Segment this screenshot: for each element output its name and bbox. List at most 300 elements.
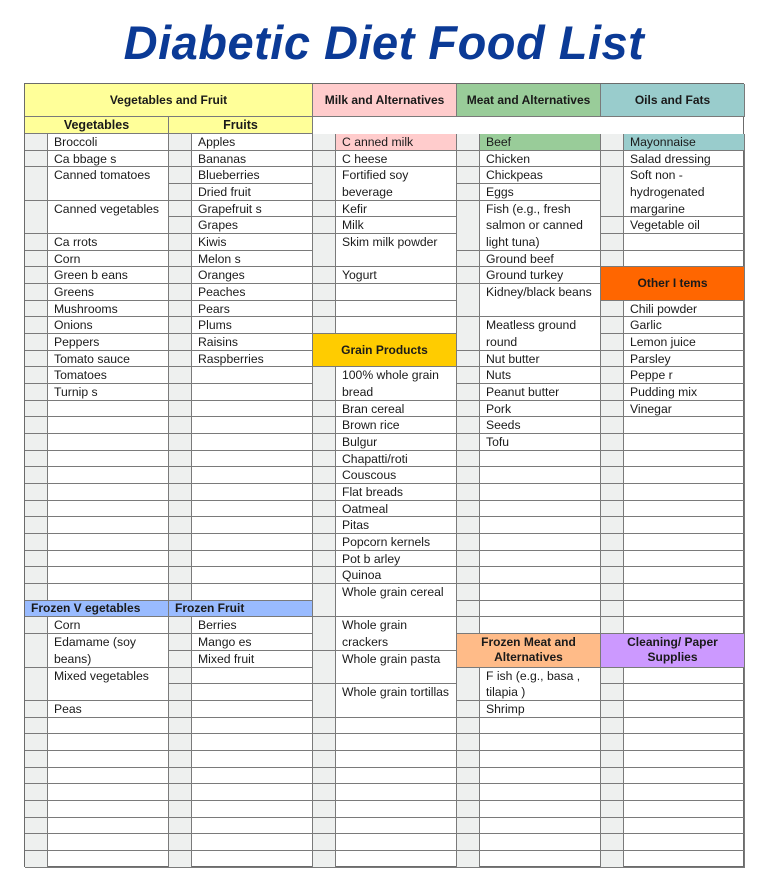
- checkbox[interactable]: [25, 401, 48, 418]
- empty-list-item[interactable]: [624, 801, 745, 818]
- empty-list-item[interactable]: [480, 501, 601, 518]
- checkbox[interactable]: [169, 634, 192, 651]
- empty-list-item[interactable]: [624, 517, 745, 534]
- checkbox[interactable]: [169, 517, 192, 534]
- checkbox[interactable]: [601, 501, 624, 518]
- empty-list-item[interactable]: [480, 484, 601, 501]
- checkbox[interactable]: [25, 167, 48, 200]
- checkbox[interactable]: [169, 534, 192, 551]
- checkbox[interactable]: [313, 651, 336, 684]
- checkbox[interactable]: [601, 701, 624, 718]
- empty-list-item[interactable]: [480, 751, 601, 768]
- empty-list-item[interactable]: [624, 768, 745, 785]
- empty-list-item[interactable]: [624, 434, 745, 451]
- checkbox[interactable]: [313, 467, 336, 484]
- empty-list-item[interactable]: [624, 834, 745, 851]
- checkbox[interactable]: [601, 768, 624, 785]
- checkbox[interactable]: [457, 617, 480, 634]
- checkbox[interactable]: [25, 517, 48, 534]
- checkbox[interactable]: [457, 784, 480, 801]
- checkbox[interactable]: [169, 301, 192, 318]
- checkbox[interactable]: [313, 517, 336, 534]
- list-item: Seeds: [480, 417, 601, 434]
- checkbox[interactable]: [601, 334, 624, 351]
- empty-list-item[interactable]: [480, 517, 601, 534]
- empty-list-item[interactable]: [336, 751, 457, 768]
- checkbox[interactable]: [457, 401, 480, 418]
- empty-list-item[interactable]: [48, 801, 169, 818]
- empty-list-item[interactable]: [480, 784, 601, 801]
- checkbox[interactable]: [601, 367, 624, 384]
- checkbox[interactable]: [457, 351, 480, 368]
- checkbox[interactable]: [313, 417, 336, 434]
- checkbox[interactable]: [25, 334, 48, 351]
- checkbox[interactable]: [457, 384, 480, 401]
- checkbox[interactable]: [601, 217, 624, 234]
- checkbox[interactable]: [457, 534, 480, 551]
- checkbox[interactable]: [169, 334, 192, 351]
- checkbox[interactable]: [169, 184, 192, 201]
- empty-list-item[interactable]: [480, 801, 601, 818]
- empty-list-item[interactable]: [48, 751, 169, 768]
- empty-list-item[interactable]: [48, 818, 169, 835]
- empty-list-item[interactable]: [192, 367, 313, 384]
- checkbox[interactable]: [313, 151, 336, 168]
- empty-list-item[interactable]: [480, 467, 601, 484]
- checkbox[interactable]: [169, 684, 192, 701]
- checkbox[interactable]: [313, 834, 336, 851]
- checkbox[interactable]: [25, 701, 48, 718]
- empty-list-item[interactable]: [192, 784, 313, 801]
- checkbox[interactable]: [169, 584, 192, 601]
- checkbox[interactable]: [313, 317, 336, 334]
- checkbox[interactable]: [169, 434, 192, 451]
- checkbox[interactable]: [169, 134, 192, 151]
- checkbox[interactable]: [25, 768, 48, 785]
- empty-list-item[interactable]: [192, 501, 313, 518]
- checkbox[interactable]: [457, 467, 480, 484]
- checkbox[interactable]: [601, 384, 624, 401]
- checkbox[interactable]: [25, 351, 48, 368]
- checkbox[interactable]: [601, 417, 624, 434]
- empty-list-item[interactable]: [336, 784, 457, 801]
- empty-list-item[interactable]: [480, 818, 601, 835]
- checkbox[interactable]: [169, 451, 192, 468]
- empty-list-item[interactable]: [48, 551, 169, 568]
- checkbox[interactable]: [601, 734, 624, 751]
- empty-list-item[interactable]: [48, 567, 169, 584]
- empty-list-item[interactable]: [624, 784, 745, 801]
- checkbox[interactable]: [457, 701, 480, 718]
- empty-list-item[interactable]: [192, 451, 313, 468]
- checkbox[interactable]: [601, 351, 624, 368]
- checkbox[interactable]: [601, 534, 624, 551]
- checkbox[interactable]: [25, 384, 48, 401]
- checkbox[interactable]: [601, 234, 624, 251]
- empty-list-item[interactable]: [192, 434, 313, 451]
- checkbox[interactable]: [457, 718, 480, 735]
- checkbox[interactable]: [601, 251, 624, 268]
- checkbox[interactable]: [169, 551, 192, 568]
- checkbox[interactable]: [601, 584, 624, 601]
- checkbox[interactable]: [169, 851, 192, 868]
- checkbox[interactable]: [457, 801, 480, 818]
- checkbox[interactable]: [601, 151, 624, 168]
- empty-list-item[interactable]: [624, 251, 745, 268]
- checkbox[interactable]: [169, 367, 192, 384]
- checkbox[interactable]: [25, 267, 48, 284]
- empty-list-item[interactable]: [192, 834, 313, 851]
- empty-list-item[interactable]: [480, 601, 601, 618]
- checkbox[interactable]: [25, 834, 48, 851]
- empty-list-item[interactable]: [624, 668, 745, 685]
- checkbox[interactable]: [313, 801, 336, 818]
- empty-list-item[interactable]: [480, 617, 601, 634]
- checkbox[interactable]: [457, 751, 480, 768]
- checkbox[interactable]: [601, 317, 624, 334]
- empty-list-item[interactable]: [192, 768, 313, 785]
- checkbox[interactable]: [313, 301, 336, 318]
- checkbox[interactable]: [25, 201, 48, 234]
- checkbox[interactable]: [601, 668, 624, 685]
- empty-list-item[interactable]: [48, 784, 169, 801]
- checkbox[interactable]: [457, 167, 480, 184]
- checkbox[interactable]: [313, 851, 336, 868]
- checkbox[interactable]: [169, 751, 192, 768]
- checkbox[interactable]: [313, 734, 336, 751]
- checkbox[interactable]: [457, 501, 480, 518]
- checkbox[interactable]: [169, 417, 192, 434]
- checkbox[interactable]: [457, 317, 480, 350]
- empty-list-item[interactable]: [48, 834, 169, 851]
- empty-list-item[interactable]: [192, 668, 313, 685]
- checkbox[interactable]: [457, 451, 480, 468]
- empty-list-item[interactable]: [48, 451, 169, 468]
- checkbox[interactable]: [25, 467, 48, 484]
- empty-list-item[interactable]: [480, 584, 601, 601]
- empty-list-item[interactable]: [624, 751, 745, 768]
- checkbox[interactable]: [457, 601, 480, 618]
- checkbox[interactable]: [25, 584, 48, 601]
- empty-list-item[interactable]: [48, 434, 169, 451]
- checkbox[interactable]: [313, 768, 336, 785]
- empty-list-item[interactable]: [48, 467, 169, 484]
- checkbox[interactable]: [601, 301, 624, 318]
- checkbox[interactable]: [457, 151, 480, 168]
- empty-list-item[interactable]: [480, 734, 601, 751]
- list-item: Bananas: [192, 151, 313, 168]
- empty-list-item[interactable]: [192, 401, 313, 418]
- checkbox[interactable]: [169, 251, 192, 268]
- checkbox[interactable]: [601, 684, 624, 701]
- empty-list-item[interactable]: [624, 617, 745, 634]
- empty-list-item[interactable]: [192, 384, 313, 401]
- checkbox[interactable]: [457, 584, 480, 601]
- empty-list-item[interactable]: [624, 451, 745, 468]
- checkbox[interactable]: [313, 567, 336, 584]
- checkbox[interactable]: [169, 617, 192, 634]
- empty-list-item[interactable]: [192, 417, 313, 434]
- checkbox[interactable]: [457, 484, 480, 501]
- empty-list-item[interactable]: [336, 768, 457, 785]
- empty-list-item[interactable]: [480, 718, 601, 735]
- checkbox[interactable]: [25, 567, 48, 584]
- checkbox[interactable]: [169, 784, 192, 801]
- checkbox[interactable]: [169, 668, 192, 685]
- checkbox[interactable]: [601, 718, 624, 735]
- empty-list-item[interactable]: [624, 684, 745, 701]
- checkbox[interactable]: [25, 301, 48, 318]
- empty-list-item[interactable]: [624, 584, 745, 601]
- empty-list-item[interactable]: [480, 851, 601, 868]
- checkbox[interactable]: [25, 234, 48, 251]
- checkbox[interactable]: [457, 834, 480, 851]
- checkbox[interactable]: [25, 734, 48, 751]
- checkbox[interactable]: [25, 317, 48, 334]
- checkbox[interactable]: [313, 201, 336, 218]
- empty-list-item[interactable]: [480, 551, 601, 568]
- checkbox[interactable]: [169, 401, 192, 418]
- empty-list-item[interactable]: [336, 317, 457, 334]
- empty-list-item[interactable]: [336, 718, 457, 735]
- empty-list-item[interactable]: [192, 751, 313, 768]
- checkbox[interactable]: [25, 634, 48, 667]
- checkbox[interactable]: [169, 718, 192, 735]
- checkbox[interactable]: [313, 718, 336, 735]
- checkbox[interactable]: [313, 434, 336, 451]
- checkbox[interactable]: [313, 401, 336, 418]
- checkbox[interactable]: [169, 284, 192, 301]
- empty-list-item[interactable]: [192, 567, 313, 584]
- checkbox[interactable]: [169, 151, 192, 168]
- checkbox[interactable]: [25, 551, 48, 568]
- checkbox[interactable]: [457, 567, 480, 584]
- empty-list-item[interactable]: [48, 417, 169, 434]
- checkbox[interactable]: [169, 567, 192, 584]
- checkbox[interactable]: [25, 751, 48, 768]
- checkbox[interactable]: [601, 134, 624, 151]
- empty-list-item[interactable]: [624, 601, 745, 618]
- checkbox[interactable]: [25, 367, 48, 384]
- checkbox[interactable]: [601, 784, 624, 801]
- checkbox[interactable]: [169, 734, 192, 751]
- empty-list-item[interactable]: [336, 301, 457, 318]
- empty-list-item[interactable]: [192, 484, 313, 501]
- empty-list-item[interactable]: [192, 801, 313, 818]
- empty-list-item[interactable]: [336, 801, 457, 818]
- empty-list-item[interactable]: [624, 234, 745, 251]
- checkbox[interactable]: [169, 651, 192, 668]
- checkbox[interactable]: [313, 751, 336, 768]
- checkbox[interactable]: [25, 434, 48, 451]
- checkbox[interactable]: [457, 668, 480, 701]
- empty-list-item[interactable]: [48, 718, 169, 735]
- empty-list-item[interactable]: [624, 501, 745, 518]
- checkbox[interactable]: [169, 768, 192, 785]
- empty-list-item[interactable]: [192, 584, 313, 601]
- empty-list-item[interactable]: [624, 701, 745, 718]
- checkbox[interactable]: [313, 617, 336, 650]
- empty-list-item[interactable]: [192, 684, 313, 701]
- checkbox[interactable]: [313, 684, 336, 717]
- checkbox[interactable]: [601, 517, 624, 534]
- checkbox[interactable]: [601, 617, 624, 634]
- empty-list-item[interactable]: [48, 484, 169, 501]
- checkbox[interactable]: [313, 784, 336, 801]
- empty-list-item[interactable]: [48, 734, 169, 751]
- checkbox[interactable]: [25, 284, 48, 301]
- empty-list-item[interactable]: [336, 734, 457, 751]
- empty-list-item[interactable]: [48, 501, 169, 518]
- checkbox[interactable]: [313, 484, 336, 501]
- empty-list-item[interactable]: [48, 768, 169, 785]
- checkbox[interactable]: [457, 184, 480, 201]
- checkbox[interactable]: [169, 351, 192, 368]
- checkbox[interactable]: [25, 668, 48, 701]
- empty-list-item[interactable]: [192, 734, 313, 751]
- checkbox[interactable]: [457, 251, 480, 268]
- checkbox[interactable]: [169, 834, 192, 851]
- empty-list-item[interactable]: [192, 534, 313, 551]
- empty-list-item[interactable]: [480, 451, 601, 468]
- checkbox[interactable]: [601, 751, 624, 768]
- checkbox[interactable]: [25, 617, 48, 634]
- empty-list-item[interactable]: [480, 567, 601, 584]
- checkbox[interactable]: [25, 501, 48, 518]
- checkbox[interactable]: [601, 484, 624, 501]
- empty-list-item[interactable]: [48, 851, 169, 868]
- checkbox[interactable]: [601, 834, 624, 851]
- checkbox[interactable]: [601, 467, 624, 484]
- checkbox[interactable]: [313, 217, 336, 234]
- checkbox[interactable]: [313, 818, 336, 835]
- checkbox[interactable]: [25, 251, 48, 268]
- empty-list-item[interactable]: [192, 818, 313, 835]
- empty-list-item[interactable]: [624, 734, 745, 751]
- checkbox[interactable]: [169, 201, 192, 218]
- checkbox[interactable]: [601, 851, 624, 868]
- empty-list-item[interactable]: [624, 818, 745, 835]
- checkbox[interactable]: [25, 818, 48, 835]
- empty-list-item[interactable]: [192, 718, 313, 735]
- checkbox[interactable]: [25, 784, 48, 801]
- checkbox[interactable]: [169, 267, 192, 284]
- empty-list-item[interactable]: [480, 534, 601, 551]
- checkbox[interactable]: [601, 801, 624, 818]
- checkbox[interactable]: [601, 601, 624, 618]
- empty-list-item[interactable]: [624, 467, 745, 484]
- checkbox[interactable]: [169, 467, 192, 484]
- empty-list-item[interactable]: [480, 834, 601, 851]
- checkbox[interactable]: [601, 434, 624, 451]
- checkbox[interactable]: [313, 234, 336, 267]
- checkbox[interactable]: [457, 768, 480, 785]
- empty-list-item[interactable]: [624, 851, 745, 868]
- empty-list-item[interactable]: [192, 467, 313, 484]
- checkbox[interactable]: [313, 551, 336, 568]
- checkbox[interactable]: [169, 501, 192, 518]
- checkbox[interactable]: [457, 851, 480, 868]
- checkbox[interactable]: [169, 484, 192, 501]
- checkbox[interactable]: [457, 434, 480, 451]
- checkbox[interactable]: [313, 584, 336, 617]
- empty-list-item[interactable]: [624, 718, 745, 735]
- checkbox[interactable]: [25, 718, 48, 735]
- checkbox[interactable]: [457, 551, 480, 568]
- checkbox[interactable]: [25, 484, 48, 501]
- empty-list-item[interactable]: [48, 517, 169, 534]
- checkbox[interactable]: [25, 851, 48, 868]
- empty-list-item[interactable]: [624, 551, 745, 568]
- empty-list-item[interactable]: [624, 534, 745, 551]
- empty-list-item[interactable]: [624, 417, 745, 434]
- checkbox[interactable]: [601, 567, 624, 584]
- checkbox[interactable]: [25, 534, 48, 551]
- checkbox[interactable]: [457, 201, 480, 251]
- checkbox[interactable]: [313, 534, 336, 551]
- checkbox[interactable]: [601, 818, 624, 835]
- empty-list-item[interactable]: [192, 517, 313, 534]
- checkbox[interactable]: [169, 384, 192, 401]
- empty-list-item[interactable]: [336, 851, 457, 868]
- checkbox[interactable]: [25, 134, 48, 151]
- checkbox[interactable]: [313, 451, 336, 468]
- checkbox[interactable]: [169, 234, 192, 251]
- checkbox[interactable]: [169, 167, 192, 184]
- empty-list-item[interactable]: [48, 401, 169, 418]
- checkbox[interactable]: [25, 151, 48, 168]
- checkbox[interactable]: [601, 401, 624, 418]
- checkbox[interactable]: [25, 417, 48, 434]
- checkbox[interactable]: [313, 284, 336, 301]
- checkbox[interactable]: [313, 167, 336, 200]
- checkbox[interactable]: [313, 267, 336, 284]
- checkbox[interactable]: [25, 801, 48, 818]
- checkbox[interactable]: [457, 284, 480, 317]
- checkbox[interactable]: [25, 451, 48, 468]
- checkbox[interactable]: [313, 134, 336, 151]
- checkbox[interactable]: [169, 217, 192, 234]
- checkbox[interactable]: [601, 551, 624, 568]
- checkbox[interactable]: [601, 451, 624, 468]
- checkbox[interactable]: [169, 818, 192, 835]
- checkbox[interactable]: [169, 801, 192, 818]
- empty-list-item[interactable]: [192, 701, 313, 718]
- empty-list-item[interactable]: [192, 851, 313, 868]
- empty-list-item[interactable]: [336, 834, 457, 851]
- empty-list-item[interactable]: [336, 284, 457, 301]
- checkbox[interactable]: [457, 417, 480, 434]
- checkbox[interactable]: [457, 734, 480, 751]
- checkbox[interactable]: [313, 367, 336, 400]
- empty-list-item[interactable]: [48, 534, 169, 551]
- checkbox[interactable]: [457, 818, 480, 835]
- checkbox[interactable]: [457, 367, 480, 384]
- empty-list-item[interactable]: [192, 551, 313, 568]
- checkbox[interactable]: [313, 501, 336, 518]
- checkbox[interactable]: [601, 167, 624, 217]
- checkbox[interactable]: [457, 267, 480, 284]
- checkbox[interactable]: [169, 317, 192, 334]
- empty-list-item[interactable]: [624, 484, 745, 501]
- empty-list-item[interactable]: [624, 567, 745, 584]
- checkbox[interactable]: [457, 134, 480, 151]
- checkbox[interactable]: [169, 701, 192, 718]
- empty-list-item[interactable]: [48, 584, 169, 601]
- empty-list-item[interactable]: [480, 768, 601, 785]
- empty-list-item[interactable]: [336, 818, 457, 835]
- checkbox[interactable]: [457, 517, 480, 534]
